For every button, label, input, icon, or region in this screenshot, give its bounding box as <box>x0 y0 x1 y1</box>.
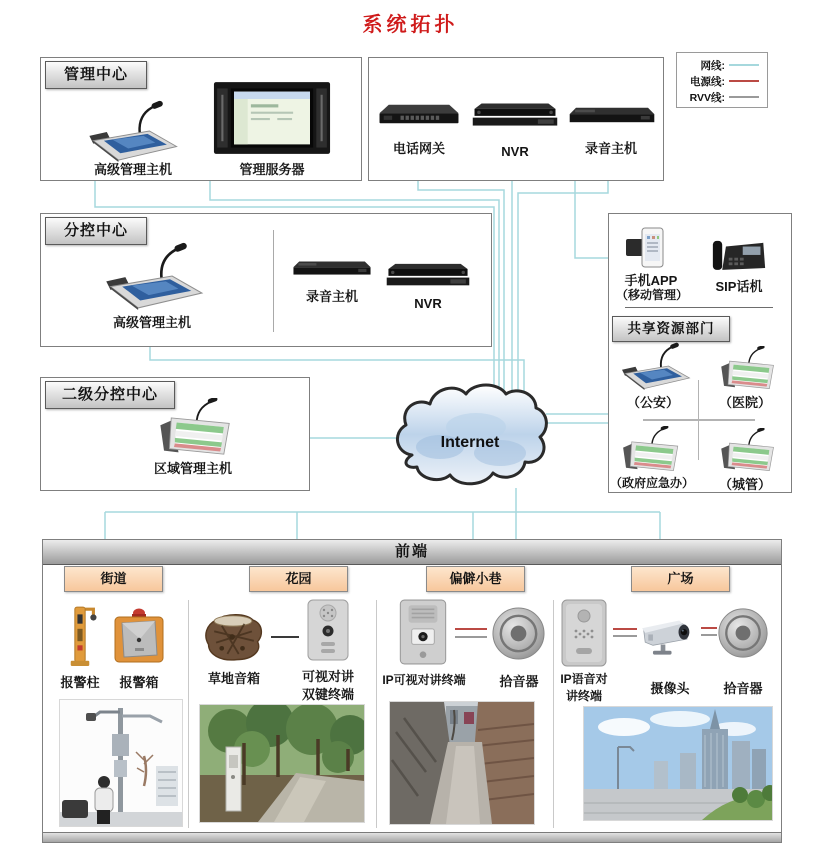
recording-host-icon <box>567 102 657 128</box>
legend-rvv-label: RVV线: <box>689 91 725 104</box>
gov-label: （政府应急办） <box>609 476 694 490</box>
pickup-label: 拾音器 <box>499 674 539 689</box>
shared-resources-box <box>608 213 792 493</box>
advanced-management-host-label: 高级管理主机 <box>93 162 172 177</box>
rack-row-box <box>368 57 664 181</box>
ip-voice-intercom-label-line1: IP语音对 <box>560 672 608 686</box>
phone-gateway-label: 电话网关 <box>392 141 445 156</box>
power-wire <box>613 628 637 630</box>
nvr-icon <box>385 262 471 288</box>
wire-to-mobile-box <box>575 179 608 258</box>
power-wire <box>701 627 717 629</box>
legend-power-row <box>679 73 765 89</box>
legend-network-label: 网线: <box>700 59 725 72</box>
management-center-tab: 管理中心 <box>45 61 147 89</box>
camera-label: 摄像头 <box>650 681 690 696</box>
power-wire <box>455 628 487 630</box>
zone-square: 广场 <box>631 566 730 592</box>
management-server-icon <box>213 80 331 156</box>
city-console-icon <box>711 428 781 472</box>
legend <box>676 52 768 108</box>
square-photo <box>583 706 773 821</box>
police-console-icon <box>617 342 693 390</box>
frontend-bar: 前端 <box>43 540 781 565</box>
page-title: 系统拓扑 <box>362 14 459 36</box>
alarm-box-label: 报警箱 <box>119 675 159 690</box>
pickup-icon <box>491 606 546 661</box>
mobile-app-label-line2: （移动管理） <box>615 288 688 302</box>
zone-street: 街道 <box>64 566 163 592</box>
hospital-console-icon <box>711 346 781 390</box>
recording-host-icon <box>291 256 373 280</box>
sip-phone-icon <box>711 234 767 274</box>
frontend-box <box>42 539 782 843</box>
sip-phone-label: SIP话机 <box>715 279 763 294</box>
nvr-label: NVR <box>414 296 442 311</box>
divider <box>273 230 274 332</box>
visual-intercom-label-line1: 可视对讲 <box>301 669 354 684</box>
alarm-post-label: 报警柱 <box>60 675 100 690</box>
zone-garden: 花园 <box>249 566 348 592</box>
rvv-wire <box>455 636 487 638</box>
nvr-icon <box>471 98 559 132</box>
ip-voice-intercom-label-line2: 讲终端 <box>565 689 602 703</box>
sub-control-box <box>40 213 492 347</box>
frontend-footer-bar <box>43 832 781 842</box>
advanced-management-host-icon <box>99 242 207 310</box>
hospital-label: （医院） <box>718 395 771 410</box>
advanced-management-host-icon <box>83 100 181 162</box>
visual-intercom-icon <box>304 598 352 662</box>
regional-management-host-icon <box>145 398 241 456</box>
mobile-app-icon <box>625 226 675 270</box>
legend-power-label: 电源线: <box>690 75 725 88</box>
alarm-box-icon <box>109 606 169 666</box>
rvv-wire <box>271 636 299 638</box>
visual-intercom-label-line2: 双键终端 <box>301 687 354 702</box>
rvv-wire <box>613 635 637 637</box>
ip-visual-intercom-icon <box>394 598 452 666</box>
network-line-swatch <box>729 64 759 66</box>
city-label: （城管） <box>718 477 771 492</box>
sub-control-tab: 分控中心 <box>45 217 147 245</box>
shared-resources-tab: 共享资源部门 <box>612 316 730 342</box>
power-line-swatch <box>729 80 759 82</box>
internet-label: Internet <box>440 434 500 451</box>
management-center-box <box>40 57 362 181</box>
divider <box>625 307 773 308</box>
alarm-post-icon <box>59 602 101 668</box>
divider <box>643 419 755 421</box>
internet-cloud <box>388 381 552 503</box>
garden-photo <box>199 704 365 823</box>
rvv-line-swatch <box>729 96 759 98</box>
alley-photo <box>389 701 535 825</box>
lawn-speaker-icon <box>201 610 267 664</box>
management-server-label: 管理服务器 <box>239 162 305 177</box>
zone-alley: 偏僻小巷 <box>426 566 525 592</box>
advanced-management-host-label: 高级管理主机 <box>112 315 191 330</box>
pickup-icon <box>717 607 769 659</box>
divider <box>376 600 377 828</box>
recording-host-label: 录音主机 <box>584 141 637 156</box>
police-label: （公安） <box>626 395 679 410</box>
divider <box>188 600 189 828</box>
phone-gateway-icon <box>377 96 461 132</box>
legend-rvv-row <box>679 89 765 105</box>
ip-visual-intercom-label: IP可视对讲终端 <box>382 673 466 687</box>
divider <box>553 600 554 828</box>
recording-host-label: 录音主机 <box>305 289 358 304</box>
ip-voice-intercom-icon <box>559 598 609 668</box>
second-level-tab: 二级分控中心 <box>45 381 175 409</box>
rvv-wire <box>701 634 717 636</box>
street-photo <box>59 699 183 827</box>
camera-icon <box>639 606 701 666</box>
legend-network-row <box>679 57 765 73</box>
mobile-app-label-line1: 手机APP <box>624 273 678 288</box>
regional-management-host-label: 区域管理主机 <box>153 461 232 476</box>
nvr-label: NVR <box>501 144 529 159</box>
pickup-label: 拾音器 <box>723 681 763 696</box>
second-level-box <box>40 377 310 491</box>
gov-console-icon <box>613 426 685 472</box>
lawn-speaker-label: 草地音箱 <box>207 671 260 686</box>
